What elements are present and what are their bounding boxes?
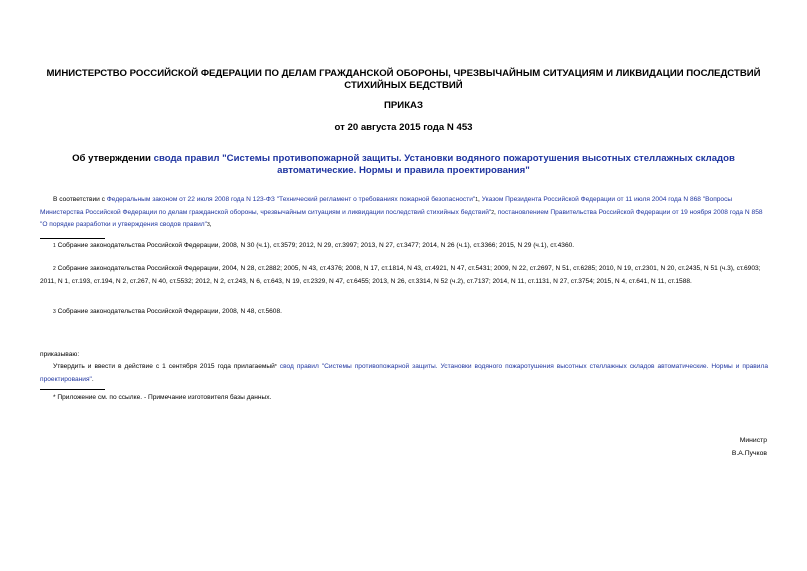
signatory-name: В.А.Пучков — [731, 450, 767, 457]
order-text-2: . — [91, 375, 94, 383]
signature-block — [732, 434, 767, 460]
doc-date-number: от 20 августа 2015 года N 453 — [334, 122, 473, 133]
footnote-text-2: Собрание законодательства Российской Федерации, 2004, N 28, ст.2882; 2005, N 43, ст.4376; 2008, N 17, ст.1814, N 43, ст.4921, N 47, ст.5431; 2009, N 22, ст.2697, N 51, ст.6285; 2010, N 19, ст.2301, N 20, ст.2435, N 51 (ч.3), ст.6903; 2011, N 1, ст.193, ст.194, N 2, ст.267, N 40, ст.5532; 2012, N 2, ст.243, N 6, ст.643, N 19, ст.2329, N 47, ст.6455; 2013, N 26, ст.3314, N 52 (ч.2), ст.7137; 2014, N 11, ст.1131, N 27, ст.3754; 2015, N 4, ст.641, N 11, ст.1588. — [40, 265, 761, 285]
preamble-paragraph — [40, 194, 768, 232]
footnote-ref-3[interactable]: 3 — [206, 222, 210, 228]
footnote-divider — [40, 238, 105, 239]
appendix-star: * — [274, 364, 277, 370]
preamble-text-4: , — [209, 221, 212, 228]
presidential-decree-link[interactable]: Указом Президента Российской Федерации от 11 июля 2004 года N 868 "Вопросы Министерства Российской Федерации по делам гражданской обороны, чрезвычайным ситуациям и ликвидации последствий стихийных бедствий" — [40, 196, 733, 216]
doc-type: ПРИКАЗ — [384, 100, 423, 111]
footnote-ref-1[interactable]: 1 — [475, 197, 479, 203]
code-of-rules-link[interactable]: свод правил "Системы противопожарной защиты. Установки водяного пожаротушения высотных стеллажных складов автоматические. Нормы и правила проектирования" — [40, 363, 768, 383]
ministry-header: МИНИСТЕРСТВО РОССИЙСКОЙ ФЕДЕРАЦИИ ПО ДЕЛАМ ГРАЖДАНСКОЙ ОБОРОНЫ, ЧРЕЗВЫЧАЙНЫМ СИТУАЦИЯМ И ЛИКВИДАЦИИ ПОСЛЕДСТВИЙ СТИХИЙНЫХ БЕДСТВИЙ — [46, 68, 761, 91]
title-prefix: Об утверждении — [72, 153, 154, 164]
preamble-text-1: В соответствии с — [53, 196, 107, 203]
order-text-1: Утвердить и ввести в действие с 1 сентября 2015 года прилагаемый — [53, 363, 275, 370]
note-divider — [40, 389, 105, 390]
footnote-2 — [40, 263, 768, 288]
footnote-1 — [53, 240, 768, 253]
footnote-ref-2[interactable]: 2 — [491, 209, 495, 216]
federal-law-link[interactable]: Федеральным законом от 22 июля 2008 года N 123-ФЗ "Технический регламент о требованиях пожарной безопасности" — [106, 196, 476, 203]
footnote-3 — [53, 306, 768, 319]
order-paragraph — [40, 361, 768, 386]
signatory-position: Министр — [739, 437, 767, 444]
doc-title — [40, 153, 767, 176]
preamble-text-3: , — [494, 208, 498, 216]
footnote-mark-3: 3 — [53, 309, 56, 315]
footnote-mark-1: 1 — [53, 243, 56, 249]
preamble-text-2: , — [478, 196, 482, 203]
order-command: приказываю: — [40, 351, 80, 358]
title-link[interactable]: свода правил "Системы противопожарной защиты. Установки водяного пожаротушения высотных стеллажных складов автоматические. Нормы и правила проектирования" — [153, 153, 735, 176]
footnote-text-1: Собрание законодательства Российской Федерации, 2008, N 30 (ч.1), ст.3579; 2012, N 29, ст.3997; 2013, N 27, ст.3477; 2014, N 26 (ч.1), ст.3366; 2015, N 29 (ч.1), ст.4360. — [55, 242, 575, 249]
government-resolution-link[interactable]: постановлением Правительства Российской Федерации от 19 ноября 2008 года N 858 "О порядке разработки и утверждения сводов правил" — [40, 208, 763, 228]
footnote-text-3: Собрание законодательства Российской Федерации, 2008, N 48, ст.5608. — [55, 308, 282, 315]
footnote-mark-2: 2 — [53, 266, 56, 272]
publisher-note: * Приложение см. по ссылке. - Примечание изготовителя базы данных. — [53, 394, 272, 401]
